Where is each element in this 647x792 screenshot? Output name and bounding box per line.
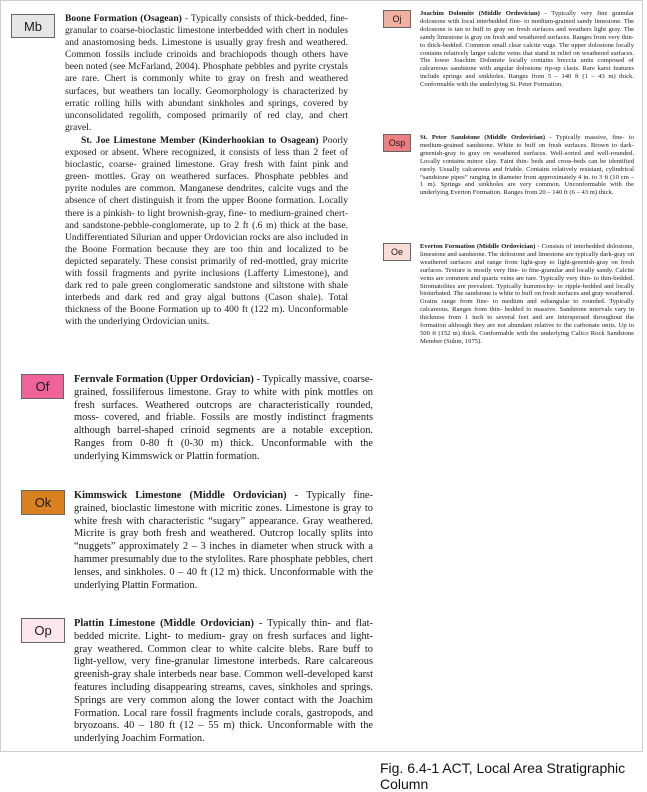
unit-title-op: Plattin Limestone (Middle Ordovician) (74, 618, 254, 629)
unit-title-oe: Everton Formation (Middle Ordovician) (420, 243, 536, 250)
unit-title-of: Fernvale Formation (Upper Ordovician) (74, 374, 254, 385)
unit-body-mb: - Typically consists of thick-bedded, fine-granular to coarse-bioclastic limestone interbedded with chert in nodules and anastomosing beds. Limestone is usually gray fresh and weathered. Common fossils include crinoids and brachiopods though others have been noted (see McFarland, 2004). Phosphate pebbles and pyrite crystals are rare. Chert is commonly white to gray on fresh and weathered surfaces, but weathers tan locally. Geomorphology is characterized by erratic rolling hills with abundant sinkholes and springs, covered by unconsolidated regolith, composed primarily of red clay, and chert gravel. (65, 13, 348, 133)
unit-swatch-mb (11, 14, 55, 38)
unit-symbol-osp: Osp (388, 138, 406, 148)
unit-title-mb: Boone Formation (Osagean) (65, 13, 182, 24)
unit-body-osp: - Typically massive, fine- to medium-grained sandstone. White to buff on fresh surfaces. Brown to dark-greenish-gray to gray on weathered surfaces. Well-sorted and well-rounded. Locally contains minor clay. Faint thin- beds and cross-beds can be identified rarely. Usually calcareous and friable. Contains relatively resistant, cylindrical “sandstone pipes” ranging in diameter from approximately 4 in. to 3 ft (10 cm – 1 m). Springs and sinkholes are very common. Unconformable with the underlying Everton Formation. Ranges from 20 – 140 ft (6 – 43 m) thick. (420, 134, 634, 197)
unit-body-of: - Typically massive, coarse-grained, fossiliferous limestone. Gray to white with pink mottles on fresh surfaces. Weathered outcrops are characteristically rounded, moss- covered, and friable. Fossils are mostly indistinct fragments although barrel-shaped crinoid segments are a notable exception. Ranges from 0-80 ft (0-30 m) thick. Unconformable with the underlying Kimmswick or Plattin formation. (74, 374, 373, 462)
unit-member-description-mb (65, 135, 348, 329)
unit-swatch-op (21, 618, 65, 643)
unit-body-oe: - Consists of interbedded dolostone, limestone and sandstone. The dolostone and limestone are typically dark-gray on weathered surfaces and range from light-gray to light-greenish-gray on fresh surfaces. Texture is mostly very fine- to fine-granular and locally sandy. Calcite veins are common and quartz veins are rare. Typically very thin- to thin-bedded. Stromatolites are prevalent. Typically hummocky- to ripple-bedded and locally bioturbated. The sandstone is white to buff on fresh surfaces and gray weathered. Grains range from fine- to medium and subangular to rounded. Typically calcareous. Ranges from thin- bedded to massive. Sandstone intervals vary in thickness from 1 inch to several feet and are interspersed throughout the formation although they are not abundant relative to the carbonate units. Up to 500 ft (152 m) thick. Conformable with the underlying Calico Rock Sandstone Member (Suhm, 1975). (420, 243, 634, 345)
unit-title-oj: Joachim Dolomite (Middle Ordovician) (420, 10, 540, 17)
unit-description-oe (420, 243, 634, 346)
unit-symbol-ok: Ok (34, 495, 52, 510)
unit-symbol-mb: Mb (23, 18, 43, 34)
unit-symbol-op: Op (34, 623, 52, 638)
unit-swatch-of (21, 374, 64, 399)
unit-body-oj: - Typically very fine granular dolostone with local interbedded fine- to medium-grained sandy limestone. The dolostone is tan to buff to gray on fresh surfaces and weathers light gray. The sandy limestone is gray on fresh and weathered surfaces. Ranges from very thin- to thick-bedded. Common small clear calcite vugs. The upper dolostone locally contains relatively larger calcite veins that stand in relief on weathered surfaces. The lower Joachim Dolomite locally contains breccia units composed of calcareous sandstone with angular dolostone rip-up clasts. Rare karst features include springs and sinkholes. Ranges from 5 – 140 ft (1 – 43 m) thick. Conformable with the underlying St. Peter Formation. (420, 10, 634, 89)
unit-symbol-oj: Oj (392, 14, 402, 24)
unit-member-title-mb: St. Joe Limestone Member (Kinderhookian to Osagean) (81, 135, 319, 146)
unit-body-op: - Typically thin- and flat-bedded micrite. Light- to medium- gray on fresh surfaces and light-gray weathered. Common clear to white calcite blebs. Rare buff to light-yellow, very fine-granular limestone interbeds. Rare calcareous greenish-gray shale interbeds near base. Common well-developed karst features including disappearing streams, caves, sinkholes and springs. Springs are very common along the lower contact with the Joachim Formation. Local rare fossil fragments include corals, gastropods, and bryozoans. 40 – 180 ft (12 – 55 m) thick. Unconformable with the underlying Joachim Formation. (74, 618, 373, 745)
unit-description-op (74, 618, 373, 746)
unit-title-ok: Kimmswick Limestone (Middle Ordovician) (74, 490, 287, 501)
unit-title-osp: St. Peter Sandstone (Middle Ordovician) (420, 134, 546, 141)
unit-description-oj (420, 10, 634, 89)
unit-description-mb (65, 13, 348, 134)
unit-swatch-oe (383, 243, 411, 261)
unit-body-ok: - Typically fine-grained, bioclastic limestone with micritic zones. Limestone is gray to white fresh with characteristic “sugary” appearance. Gray weathered. Micrite is gray both fresh and weathered. Outcrop locally splits into “nuggets” approximately 2 – 3 inches in diameter when struck with a hammer presumably due to the stylolites. Rare phosphate pebbles, chert lenses, and sinkholes. 0 – 40 ft (12 m) thick. Unconformable with the underlying Plattin Formation. (74, 490, 373, 591)
unit-symbol-oe: Oe (390, 247, 403, 257)
unit-symbol-of: Of (35, 379, 50, 394)
unit-description-of (74, 374, 373, 464)
unit-swatch-oj (383, 10, 411, 28)
unit-member-body-mb: Poorly exposed or absent. Where recognized, it consists of less than 2 feet of bioclastic, coarse- grained limestone. Gray fresh with faint pink and green- mottles. Gray on weathered surfaces. Phosphate pebbles and pyrite nodules are common. Manganese dendrites, calcite vugs and the absence of chert distinguish it from the upper Boone formation. Locally there is a pinkish- to light brownish-gray, fine- to medium-grained chert- and sandstone-pebble-conglomerate, up to 2 ft (.6 m) thick at the base. Undifferentiated Silurian and upper Ordovician rocks are also included in the Boone Formation because they are too thin and localized to be depicted separately. These consist primarily of red-mottled, gray micrite with fossil fragments and pyrite inclusions (Lafferty Limestone), and dark red to pale green conglomeratic sandstone and siltstone with shale interbeds and dark red and gray algal buttons (Cason shale). Total thickness of the Boone Formation up to 400 ft (122 m). Unconformable with the underlying Ordovician units. (65, 135, 348, 328)
unit-description-osp (420, 134, 634, 197)
unit-description-ok (74, 490, 373, 592)
unit-swatch-osp (383, 134, 411, 152)
figure-caption: Fig. 6.4-1 ACT, Local Area Stratigraphic Column (380, 760, 626, 792)
unit-swatch-ok (21, 490, 65, 515)
